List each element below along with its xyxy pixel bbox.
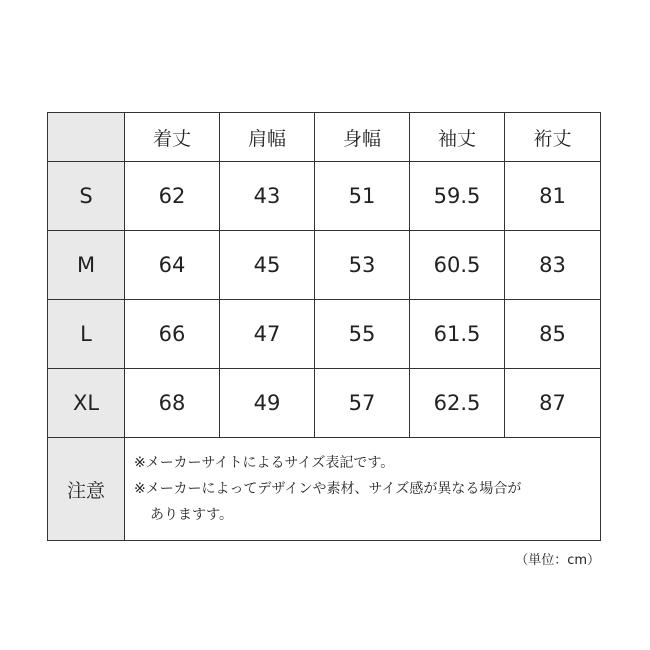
value-cell: 62.5 [410,369,505,438]
header-shoulder-width: 肩幅 [220,113,315,162]
note-line: ※メーカーサイトによるサイズ表記です。 [134,455,395,471]
value-cell: 47 [220,300,315,369]
value-cell: 43 [220,162,315,231]
size-row-xl [48,369,601,438]
note-label: 注意 [48,438,125,541]
header-body-width: 身幅 [315,113,410,162]
header-yuki-length: 裄丈 [505,113,601,162]
size-chart-table [47,112,601,541]
size-label: M [48,231,125,300]
value-cell: 49 [220,369,315,438]
value-cell: 59.5 [410,162,505,231]
note-row [48,438,601,541]
size-label: L [48,300,125,369]
value-cell: 66 [125,300,220,369]
value-cell: 45 [220,231,315,300]
value-cell: 87 [505,369,601,438]
header-sleeve-length: 袖丈 [410,113,505,162]
size-row-m [48,231,601,300]
header-length: 着丈 [125,113,220,162]
note-line: ※メーカーによってデザインや素材、サイズ感が異なる場合が [134,481,522,497]
value-cell: 60.5 [410,231,505,300]
note-line: ありますす。 [150,507,234,523]
value-cell: 55 [315,300,410,369]
value-cell: 57 [315,369,410,438]
corner-cell [48,113,125,162]
size-label: S [48,162,125,231]
value-cell: 85 [505,300,601,369]
value-cell: 62 [125,162,220,231]
value-cell: 83 [505,231,601,300]
value-cell: 64 [125,231,220,300]
unit-note: （単位：cm） [515,553,600,568]
value-cell: 51 [315,162,410,231]
value-cell: 68 [125,369,220,438]
value-cell: 81 [505,162,601,231]
value-cell: 61.5 [410,300,505,369]
size-label: XL [48,369,125,438]
size-row-l [48,300,601,369]
header-row [48,113,601,162]
note-text [125,438,601,541]
value-cell: 53 [315,231,410,300]
size-row-s [48,162,601,231]
